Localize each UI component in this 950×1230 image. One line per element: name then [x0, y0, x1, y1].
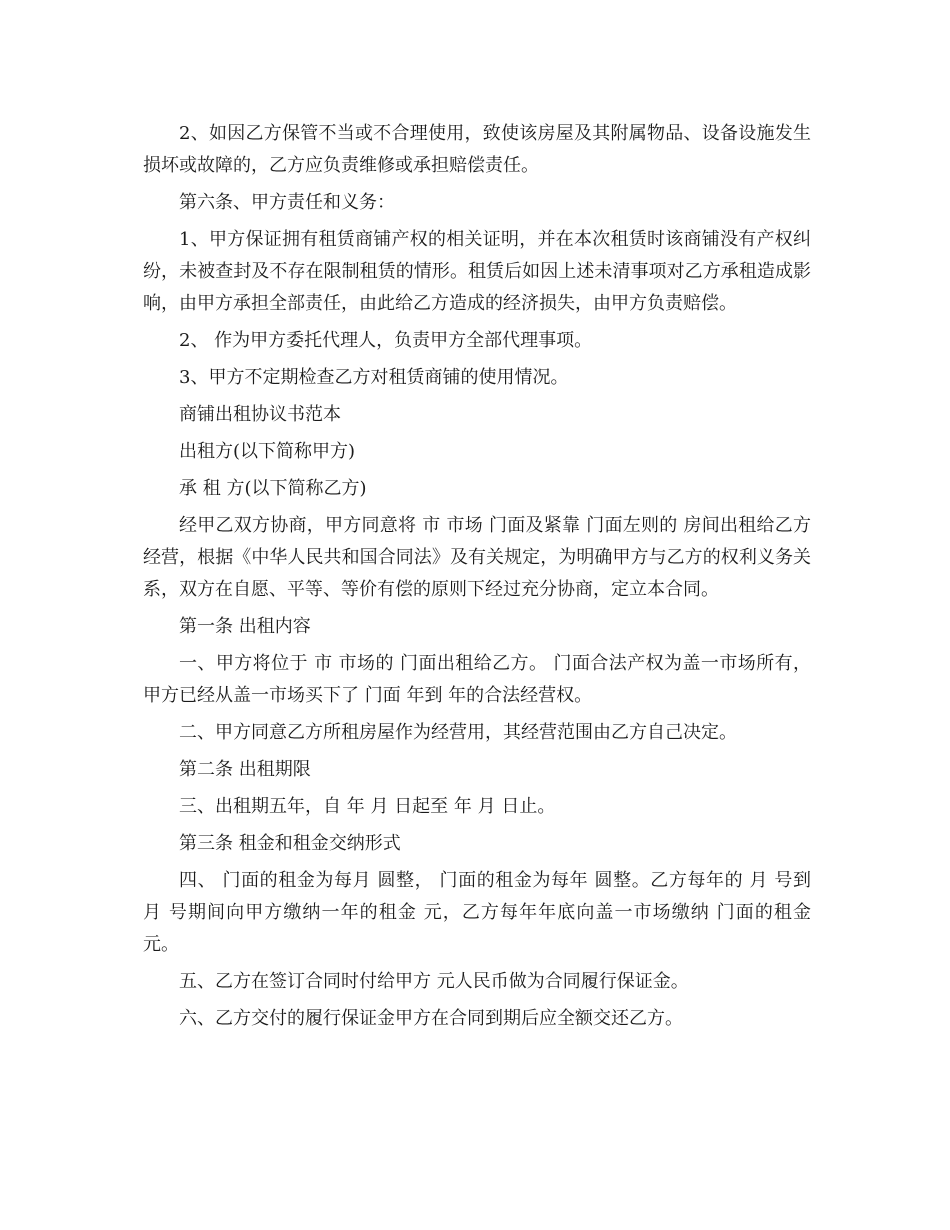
paragraph-item-1: 一、甲方将位于 市 市场的 门面出租给乙方。 门面合法产权为盖一市场所有，甲方已经从盖一市场买下了 门面 年到 年的合法经营权。 [143, 653, 811, 706]
heading-article-1: 第一条 出租内容 [179, 616, 311, 637]
paragraph-item-3: 三、出租期五年，自 年 月 日起至 年 月 日止。 [179, 796, 556, 817]
heading-article-2: 第二条 出租期限 [179, 759, 311, 780]
paragraph-item-5: 五、乙方在签订合同时付给甲方 元人民币做为合同履行保证金。 [179, 971, 689, 992]
paragraph-item-4: 四、 门面的租金为每月 圆整， 门面的租金为每年 圆整。乙方每年的 月 号到 月 号期间向甲方缴纳一年的租金 元，乙方每年年底向盖一市场缴纳 门面的租金 元。 [143, 870, 811, 955]
paragraph-item-2: 二、甲方同意乙方所租房屋作为经营用，其经营范围由乙方自己决定。 [179, 722, 737, 743]
paragraph-clause-2-damage: 2、如因乙方保管不当或不合理使用，致使该房屋及其附属物品、设备设施发生损坏或故障的，乙方应负责维修或承担赔偿责任。 [143, 123, 811, 176]
paragraph-lessor-duty-1: 1、甲方保证拥有租赁商铺产权的相关证明，并在本次租赁时该商铺没有产权纠纷，未被查封及不存在限制租赁的情形。租赁后如因上述未清事项对乙方承租造成影响，由甲方承担全部责任，由此给乙方造成的经济损失，由甲方负责赔偿。 [143, 229, 811, 314]
paragraph-preamble: 经甲乙双方协商，甲方同意将 市 市场 门面及紧靠 门面左则的 房间出租给乙方经营，根据《中华人民共和国合同法》及有关规定，为明确甲方与乙方的权利义务关系，双方在自愿、平等、等价有偿的原则下经过充分协商，定立本合同。 [143, 515, 811, 600]
lessor-line: 出租方(以下简称甲方) [179, 441, 356, 462]
heading-article-3: 第三条 租金和租金交纳形式 [179, 833, 401, 854]
document-body [143, 118, 811, 1040]
paragraph-lessor-duty-3: 3、甲方不定期检查乙方对租赁商铺的使用情况。 [179, 367, 569, 388]
document-title: 商铺出租协议书范本 [179, 404, 341, 425]
paragraph-lessor-duty-2: 2、 作为甲方委托代理人，负责甲方全部代理事项。 [179, 330, 593, 351]
lessee-line: 承 租 方(以下简称乙方) [179, 478, 367, 499]
heading-article-6: 第六条、甲方责任和义务： [179, 192, 395, 213]
paragraph-item-6: 六、乙方交付的履行保证金甲方在合同到期后应全额交还乙方。 [179, 1008, 683, 1029]
